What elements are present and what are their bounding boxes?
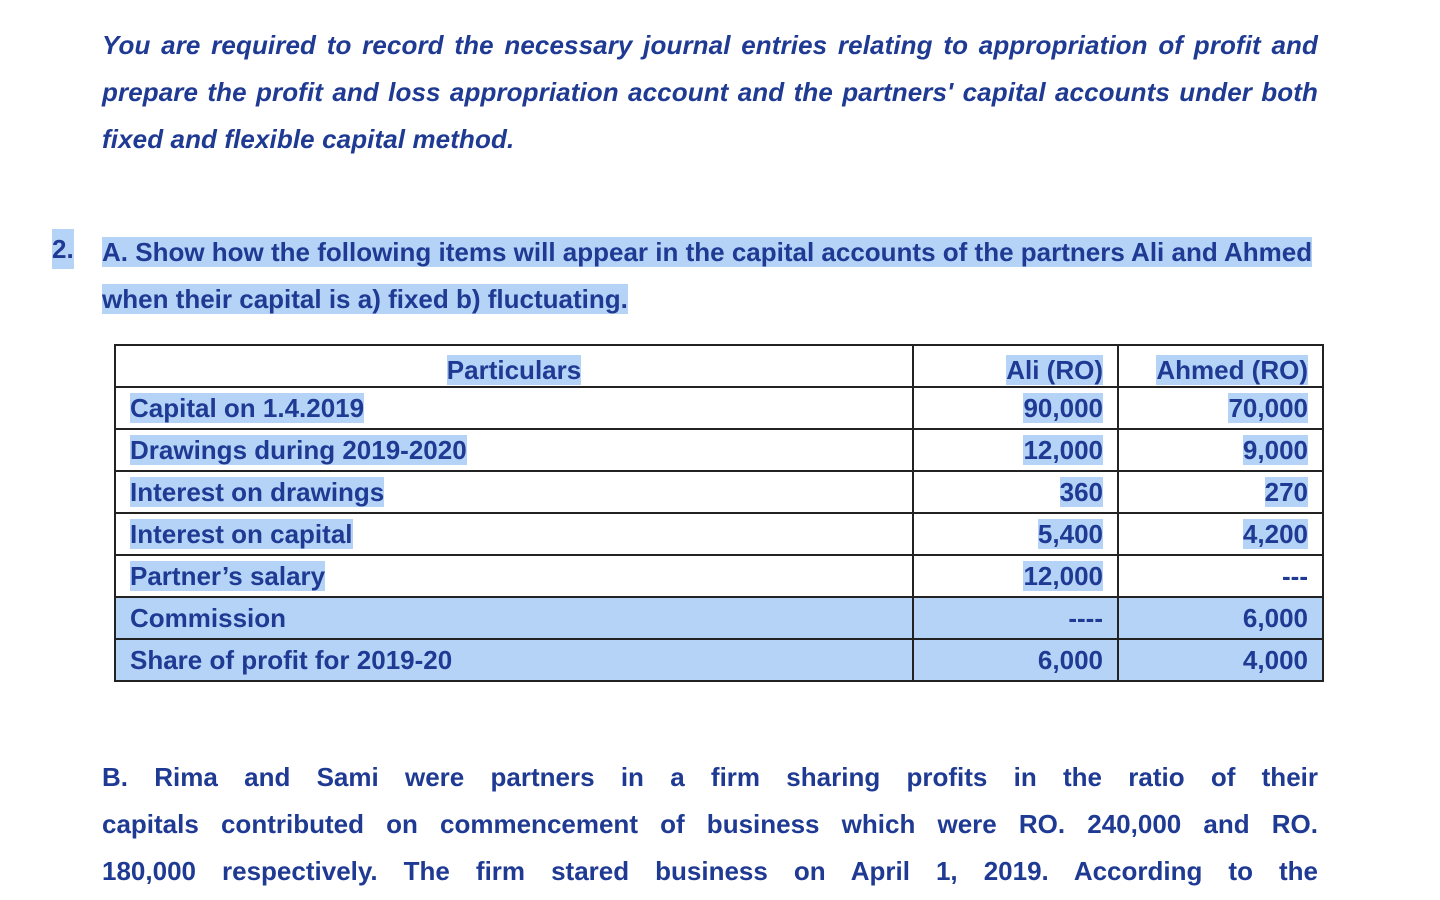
row-ahmed-value: 70,000 xyxy=(1118,387,1323,429)
header-ahmed: Ahmed (RO) xyxy=(1118,345,1323,387)
capital-items-table xyxy=(114,344,1324,682)
header-ali: Ali (RO) xyxy=(913,345,1118,387)
row-ali-value: 360 xyxy=(913,471,1118,513)
row-ahmed-value: --- xyxy=(1118,555,1323,597)
row-particular: Partner’s salary xyxy=(115,555,913,597)
table-row xyxy=(115,513,1323,555)
row-ahmed-value: 270 xyxy=(1118,471,1323,513)
row-ahmed-value: 4,200 xyxy=(1118,513,1323,555)
row-ali-value: 12,000 xyxy=(913,555,1118,597)
row-particular: Drawings during 2019-2020 xyxy=(115,429,913,471)
header-particulars: Particulars xyxy=(115,345,913,387)
row-ali-value: 12,000 xyxy=(913,429,1118,471)
row-ahmed-value: 6,000 xyxy=(1118,597,1323,639)
table-row xyxy=(115,471,1323,513)
row-ali-value: 5,400 xyxy=(913,513,1118,555)
row-particular: Interest on drawings xyxy=(115,471,913,513)
intro-paragraph: You are required to record the necessary journal entries relating to appropriation of profit and prepare the profit and loss appropriation account and the partners' capital accounts under both fixed and flexible capital method. xyxy=(102,30,1318,154)
question-2a-highlight: A. Show how the following items will appear in the capital accounts of the partners Ali and Ahmed when their capital is a) fixed b) fluctuating. xyxy=(102,237,1313,314)
part-b-line: B. Rima and Sami were partners in a firm sharing profits in the ratio of their xyxy=(102,762,1318,792)
question-2a-text xyxy=(102,229,1322,323)
row-ahmed-value: 9,000 xyxy=(1118,429,1323,471)
row-particular: Capital on 1.4.2019 xyxy=(115,387,913,429)
row-particular: Share of profit for 2019-20 xyxy=(115,639,913,681)
part-b-line: capitals contributed on commencement of business which were RO. 240,000 and RO. xyxy=(102,809,1318,839)
row-ali-value: 90,000 xyxy=(913,387,1118,429)
row-ali-value: ---- xyxy=(913,597,1118,639)
question-number: 2. xyxy=(52,229,74,269)
row-ali-value: 6,000 xyxy=(913,639,1118,681)
table-row xyxy=(115,597,1323,639)
row-particular: Interest on capital xyxy=(115,513,913,555)
table-row xyxy=(115,387,1323,429)
row-ahmed-value: 4,000 xyxy=(1118,639,1323,681)
table-header-row xyxy=(115,345,1323,387)
table-row xyxy=(115,639,1323,681)
row-particular: Commission xyxy=(115,597,913,639)
part-b-line: 180,000 respectively. The firm stared business on April 1, 2019. According to the xyxy=(102,856,1318,886)
part-b-paragraph xyxy=(102,754,1318,895)
table-row xyxy=(115,429,1323,471)
table-row xyxy=(115,555,1323,597)
